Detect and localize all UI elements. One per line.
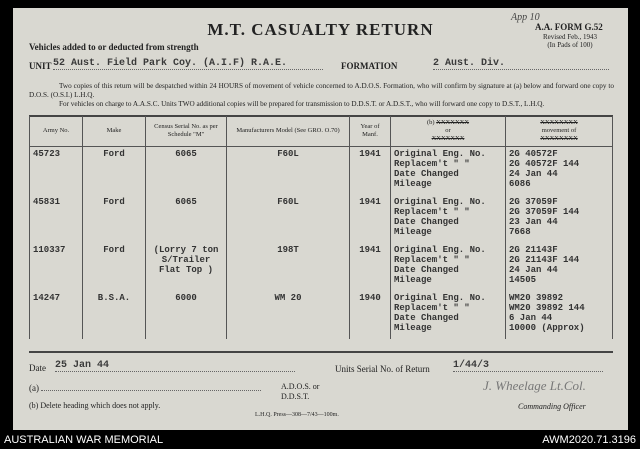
value-line: 10000 (Approx) (509, 323, 585, 333)
detail-line: Date Changed (394, 313, 459, 323)
value-line: 6 Jan 44 (509, 313, 553, 323)
serial-value: 1/44/3 (453, 360, 603, 372)
formation-value: 2 Aust. Div. (433, 58, 609, 70)
table-row (30, 291, 613, 339)
detail-line: Replacem't " " (394, 255, 470, 265)
ados-label: A.D.O.S. or (281, 382, 320, 391)
table-header-row (30, 116, 613, 147)
detail-line: Date Changed (394, 217, 459, 227)
instruction-paragraph-1: Two copies of this return will be despatched within 24 HOURS of movement of vehicle concerned to A.D.O.S. Formation, who will confirm by signature at (a) below and forward one copy to D.O.S. (O.S.I.) L.H.Q. (29, 82, 614, 99)
cell-army-no: 45723 (30, 147, 83, 196)
delete-heading-note: (b) Delete heading which does not apply. (29, 401, 161, 410)
credit-left: AUSTRALIAN WAR MEMORIAL (4, 434, 164, 446)
header-b-struck-2: XXXXXXX (431, 135, 465, 142)
table-row (30, 243, 613, 291)
cell-model: 198T (227, 243, 350, 291)
value-line: 23 Jan 44 (509, 217, 558, 227)
detail-line: Original Eng. No. (394, 149, 486, 159)
value-line: 2G 40572F (509, 149, 558, 159)
press-imprint: L.H.Q. Press—308—7/43—100m. (255, 412, 339, 418)
header-make: Make (83, 116, 146, 147)
header-b-or: or (445, 127, 451, 134)
cell-details (391, 291, 506, 339)
cell-model: F60L (227, 195, 350, 243)
cell-values (506, 147, 613, 196)
value-line: 2G 21143F 144 (509, 255, 580, 265)
pads-note: (In Pads of 100) (547, 41, 593, 49)
document-page (13, 8, 628, 430)
header-move-struck-2: XXXXXXXX (540, 135, 578, 142)
ddst-label: D.D.S.T. (281, 392, 310, 401)
value-line: 24 Jan 44 (509, 169, 558, 179)
cell-army-no: 45831 (30, 195, 83, 243)
header-b (391, 116, 506, 147)
value-line: 24 Jan 44 (509, 265, 558, 275)
detail-line: Replacem't " " (394, 207, 470, 217)
cell-values (506, 291, 613, 339)
cell-make: Ford (83, 195, 146, 243)
detail-line: Date Changed (394, 169, 459, 179)
header-year: Year of Manf. (350, 116, 391, 147)
signature: J. Wheelage Lt.Col. (483, 378, 586, 393)
credit-right: AWM2020.71.3196 (542, 434, 636, 446)
commanding-officer-label: Commanding Officer (518, 402, 586, 411)
cell-year: 1941 (350, 243, 391, 291)
cell-model: F60L (227, 147, 350, 196)
table-bottom-rule (29, 351, 613, 353)
value-line: 2G 37059F (509, 197, 558, 207)
form-id: A.A. FORM G.52 (535, 22, 603, 32)
instruction-paragraph-2: For vehicles on charge to A.A.S.C. Units TWO additional copies will be prepared for transmission to D.D.S.T. or A.D.S.T., who will forward one copy to D.S.T., L.H.Q. (59, 100, 545, 108)
date-value: 25 Jan 44 (55, 360, 295, 372)
cell-census: 6000 (146, 291, 227, 339)
table-row (30, 195, 613, 243)
header-b-struck: XXXXXXX (436, 119, 470, 126)
cell-year: 1940 (350, 291, 391, 339)
header-move-label: movement of (541, 127, 577, 134)
a-label (29, 383, 261, 393)
ados-signature-line (41, 390, 261, 391)
cell-make: Ford (83, 243, 146, 291)
value-line: 2G 21143F (509, 245, 558, 255)
date-label: Date (29, 363, 46, 373)
revised-date: Revised Feb., 1943 (542, 33, 598, 41)
value-line: WM20 39892 144 (509, 303, 585, 313)
cell-year: 1941 (350, 195, 391, 243)
vehicles-label: Vehicles added to or deducted from strength (29, 42, 199, 52)
header-model: Manufacturers Model (See GRO. O.70) (227, 116, 350, 147)
value-line: 2G 37059F 144 (509, 207, 580, 217)
cell-army-no: 110337 (30, 243, 83, 291)
table-row (30, 147, 613, 196)
cell-army-no: 14247 (30, 291, 83, 339)
cell-model: WM 20 (227, 291, 350, 339)
cell-census: 6065 (146, 147, 227, 196)
a-label-text: (a) (29, 383, 39, 393)
cell-values (506, 243, 613, 291)
detail-line: Original Eng. No. (394, 197, 486, 207)
unit-value: 52 Aust. Field Park Coy. (A.I.F) R.A.E. (53, 58, 323, 70)
detail-line: Mileage (394, 227, 432, 237)
detail-line: Replacem't " " (394, 159, 470, 169)
value-line: 14505 (509, 275, 537, 285)
detail-line: Replacem't " " (394, 303, 470, 313)
detail-line: Original Eng. No. (394, 293, 486, 303)
cell-make: Ford (83, 147, 146, 196)
cell-details (391, 147, 506, 196)
serial-label: Units Serial No. of Return (335, 364, 430, 374)
detail-line: Mileage (394, 323, 432, 333)
header-move-struck: XXXXXXXX (540, 119, 578, 126)
header-movement (506, 116, 613, 147)
page-title: M.T. CASUALTY RETURN (207, 20, 434, 39)
casualty-table (29, 116, 613, 339)
detail-line: Original Eng. No. (394, 245, 486, 255)
cell-census: 6065 (146, 195, 227, 243)
detail-line: Mileage (394, 275, 432, 285)
detail-line: Date Changed (394, 265, 459, 275)
value-line: 6086 (509, 179, 531, 189)
cell-values (506, 195, 613, 243)
header-b-prefix: (b) (426, 119, 435, 126)
cell-make: B.S.A. (83, 291, 146, 339)
cell-census: (Lorry 7 ton S/Trailer Flat Top ) (146, 243, 227, 291)
detail-line: Mileage (394, 179, 432, 189)
cell-details (391, 195, 506, 243)
handwritten-note: App 10 (511, 12, 540, 23)
value-line: WM20 39892 (509, 293, 564, 303)
cell-year: 1941 (350, 147, 391, 196)
formation-label: FORMATION (341, 61, 398, 71)
unit-label: UNIT (29, 61, 52, 71)
header-census: Census Serial No. as per Schedule "M" (146, 116, 227, 147)
cell-details (391, 243, 506, 291)
value-line: 2G 40572F 144 (509, 159, 580, 169)
value-line: 7668 (509, 227, 531, 237)
instructions (29, 82, 614, 109)
header-army-no: Army No. (30, 116, 83, 147)
